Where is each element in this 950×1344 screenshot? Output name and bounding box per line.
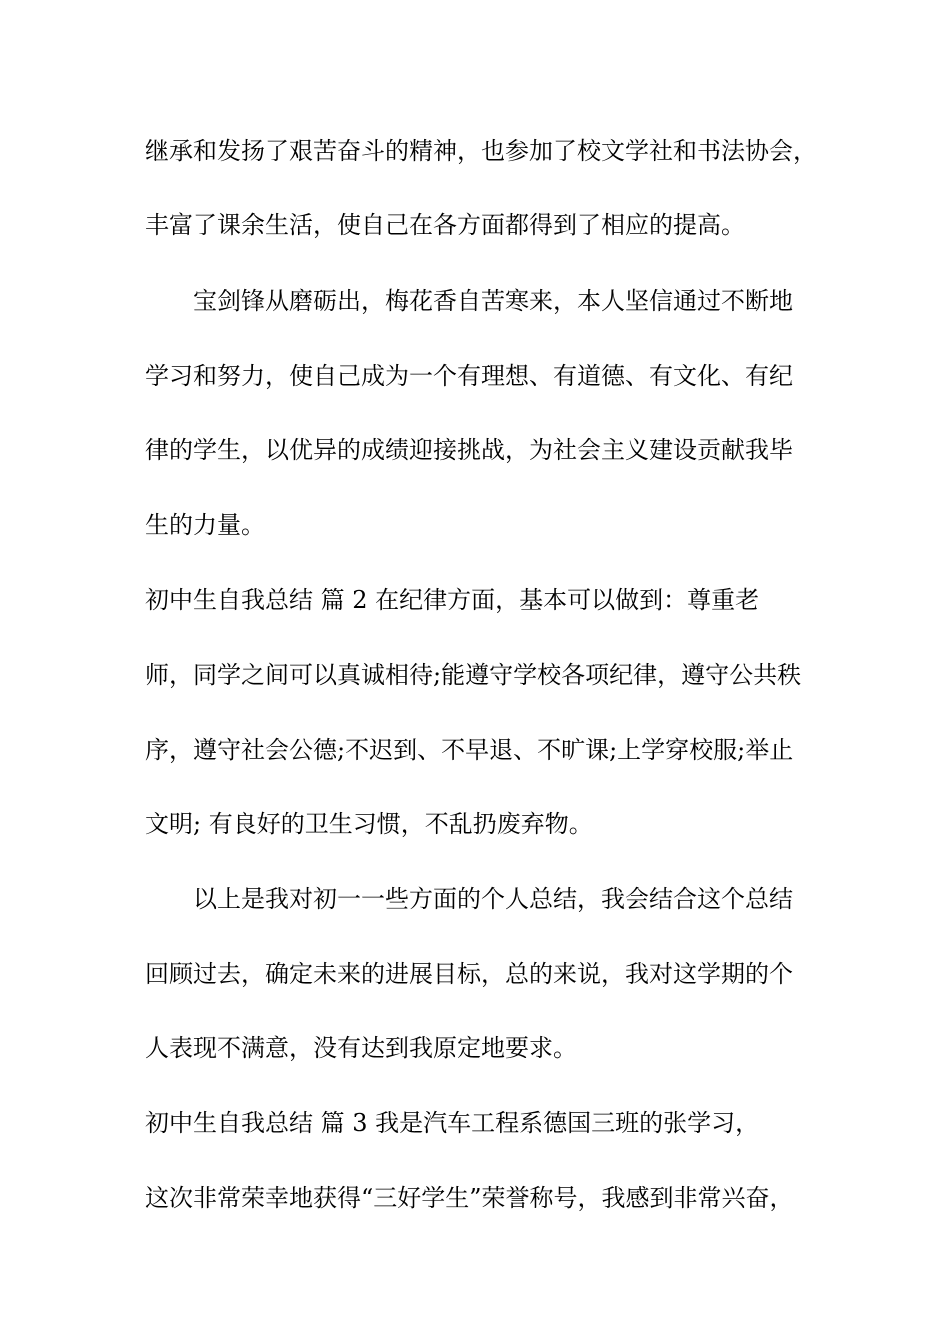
text-line: 师，同学之间可以真诚相待;能遵守学校各项纪律，遵守公共秩 (145, 661, 802, 689)
text-line: 人表现不满意，没有达到我原定地要求。 (145, 1034, 577, 1062)
section-heading-line: 初中生自我总结 篇 3 我是汽车工程系德国三班的张学习， (145, 1109, 760, 1137)
text-line: 生的力量。 (145, 511, 265, 539)
text-line: 学习和努力，使自己成为一个有理想、有道德、有文化、有纪 (145, 362, 793, 390)
paragraph-first-line: 以上是我对初一一些方面的个人总结，我会结合这个总结 (193, 885, 793, 913)
text-line: 这次非常荣幸地获得“三好学生”荣誉称号，我感到非常兴奋， (145, 1184, 794, 1212)
text-line: 序，遵守社会公德;不迟到、不早退、不旷课;上学穿校服;举止 (145, 736, 794, 764)
paragraph-first-line: 宝剑锋从磨砺出，梅花香自苦寒来，本人坚信通过不断地 (193, 287, 793, 315)
text-line: 律的学生，以优异的成绩迎接挑战，为社会主义建设贡献我毕 (145, 436, 793, 464)
text-line: 丰富了课余生活，使自己在各方面都得到了相应的提高。 (145, 211, 745, 239)
text-line: 继承和发扬了艰苦奋斗的精神，也参加了校文学社和书法协会， (145, 137, 817, 165)
text-line: 文明; 有良好的卫生习惯，不乱扔废弃物。 (145, 810, 593, 838)
section-heading-line: 初中生自我总结 篇 2 在纪律方面，基本可以做到：尊重老 (145, 586, 760, 614)
text-line: 回顾过去，确定未来的进展目标，总的来说，我对这学期的个 (145, 960, 793, 988)
